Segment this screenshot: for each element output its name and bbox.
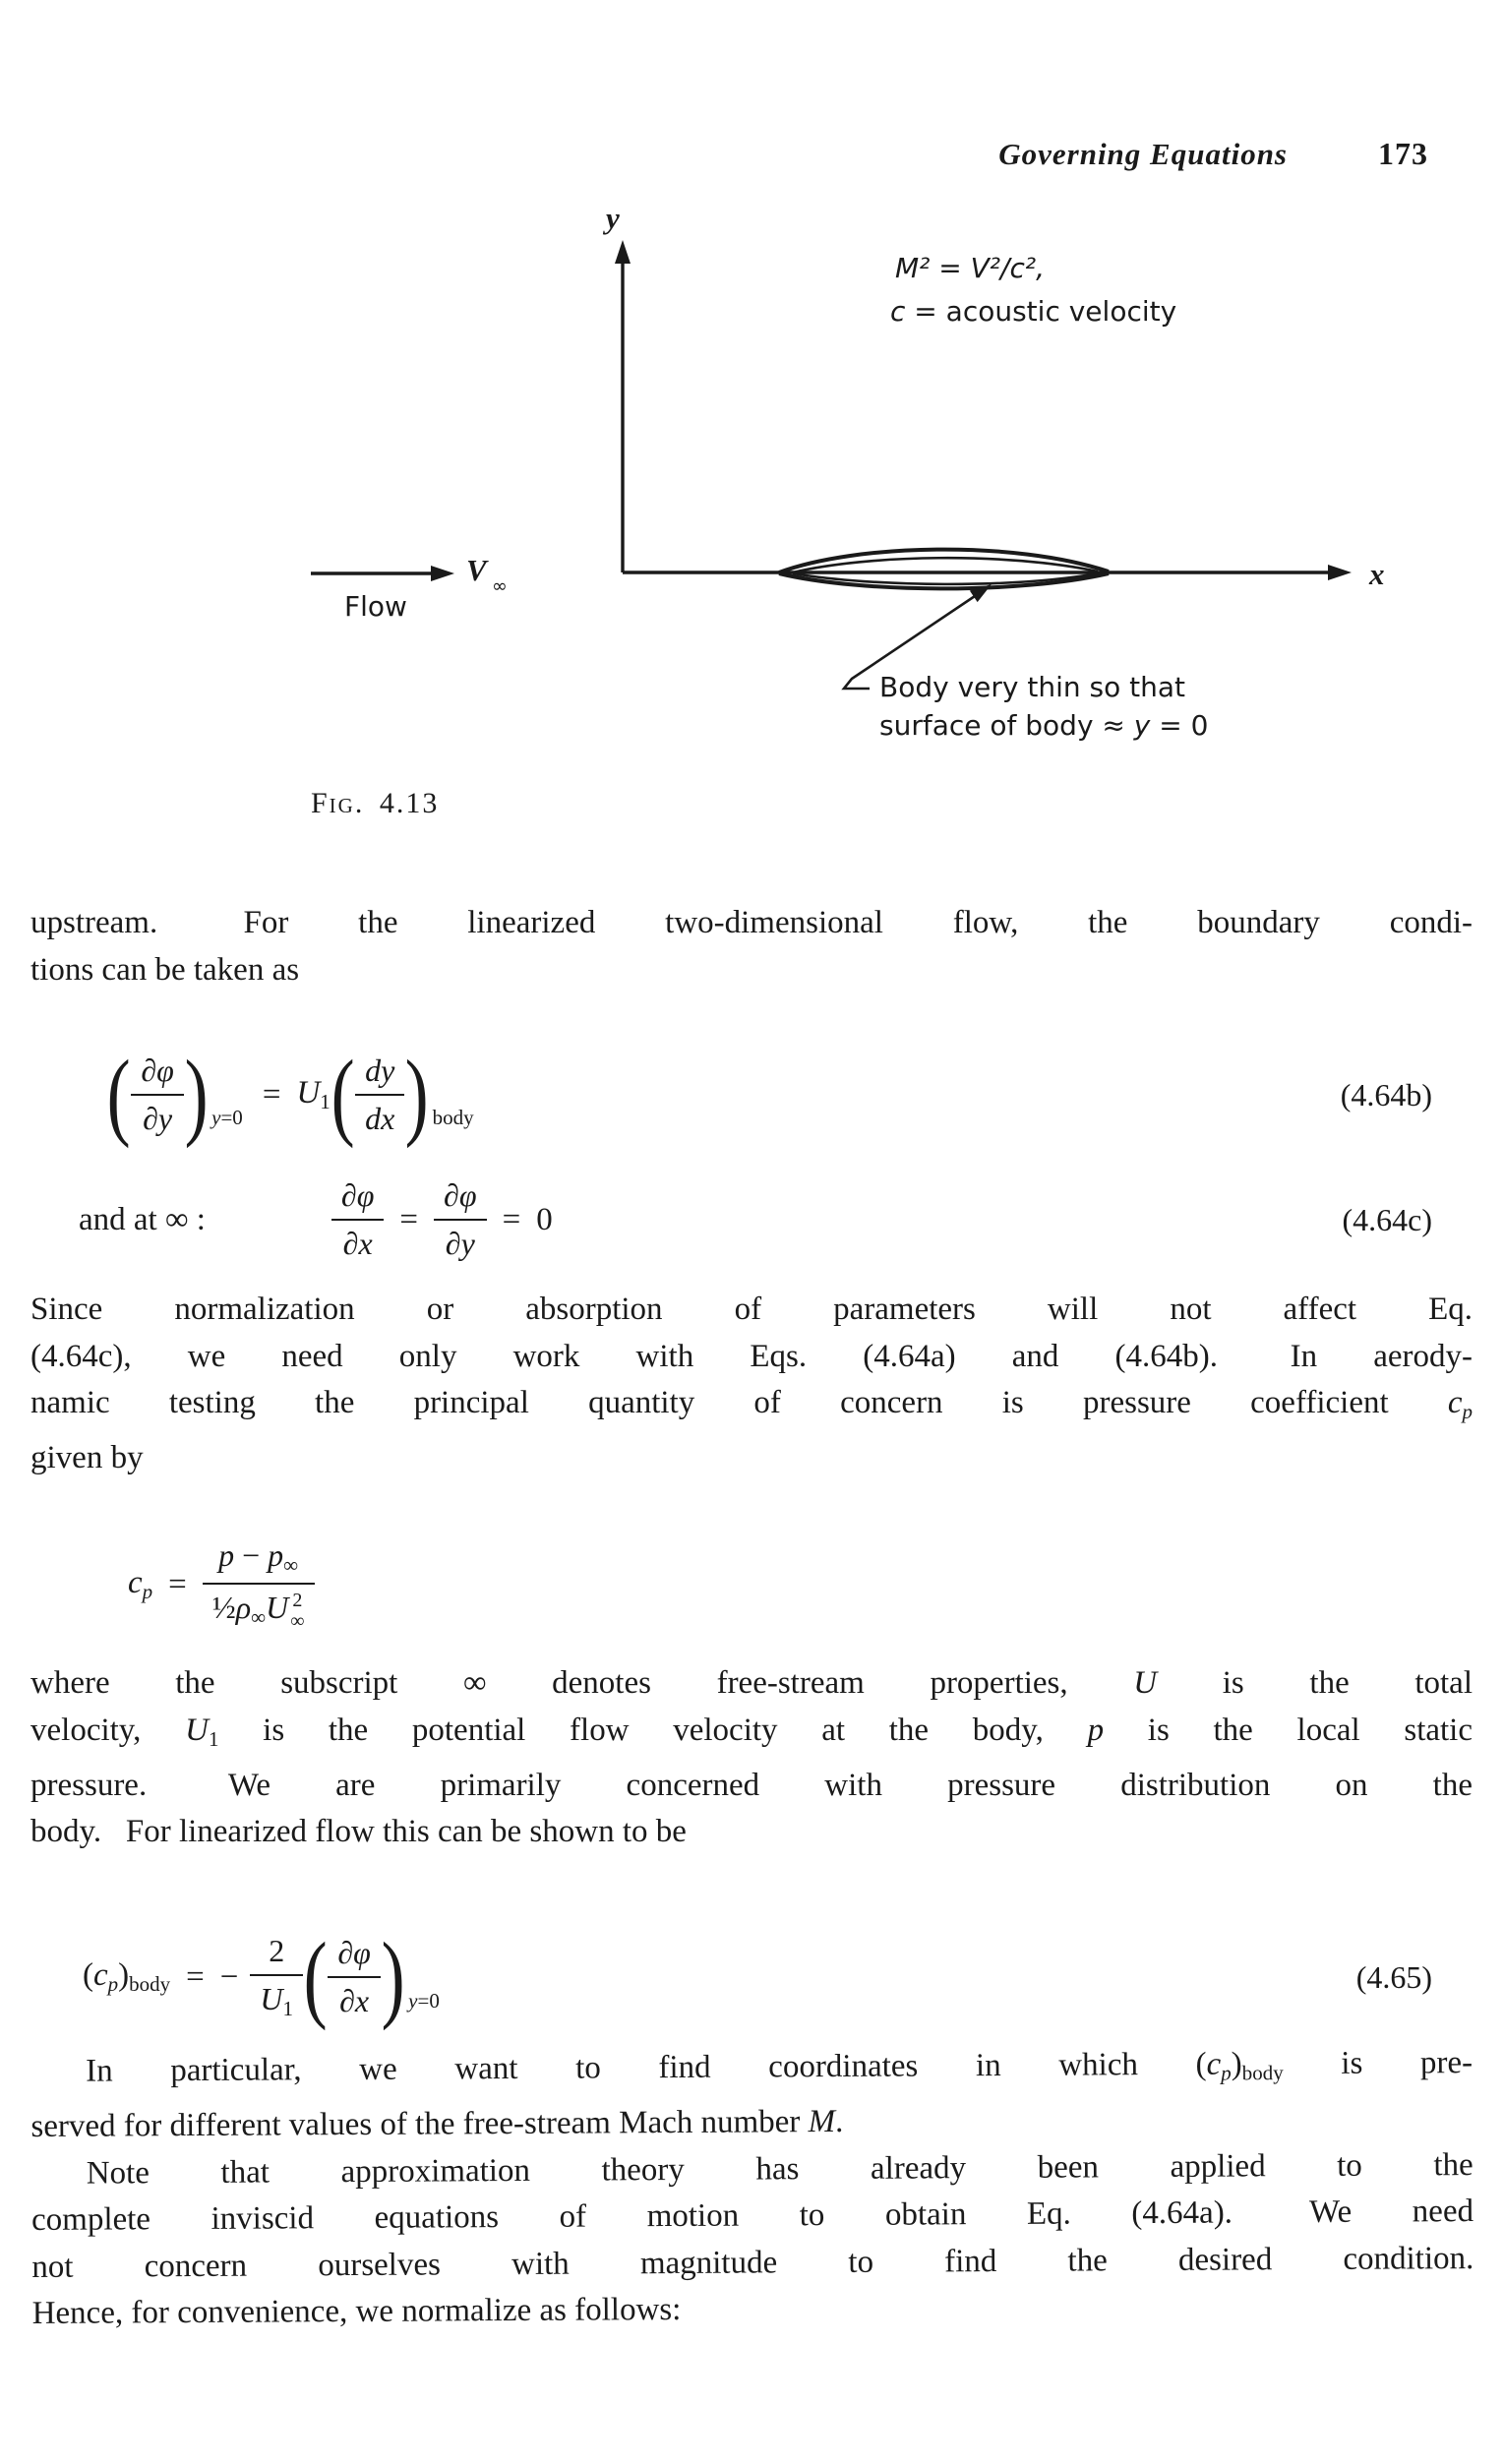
var: c (128, 1565, 143, 1601)
numerator: ∂φ (337, 1935, 371, 1970)
var-u-sup: 2 (292, 1589, 303, 1611)
denominator (250, 1974, 303, 2023)
text-run: velocity, (30, 1712, 186, 1748)
zero: 0 (536, 1201, 553, 1237)
text-line (30, 1809, 1473, 1856)
body-subscript: body (1241, 2061, 1284, 2085)
var: c (93, 1957, 108, 1994)
denominator: ∂y (131, 1094, 184, 1139)
y-axis-arrowhead (615, 240, 631, 264)
mach-annotation (890, 252, 1176, 328)
sub-rest: =0 (220, 1106, 243, 1129)
text-run: is the potential flow velocity at the body, (218, 1712, 1088, 1748)
fraction (250, 1931, 303, 2023)
acoustic-velocity-var: c (890, 295, 906, 328)
var-cp: c (1206, 2046, 1222, 2082)
x-axis-arrowhead (1328, 565, 1352, 580)
text-line (30, 1380, 1473, 1435)
var-p-inf: p (268, 1537, 284, 1574)
text-line (30, 947, 1473, 994)
var-sub: p (107, 1971, 119, 1996)
equation-4-65 (33, 1912, 1432, 2042)
var-p: p (218, 1537, 235, 1574)
mach-annotation-line2 (890, 295, 1176, 328)
fraction (328, 1933, 381, 2021)
text-run: In particular, we want to find coordinates in which ( (86, 2046, 1207, 2089)
paren-open: ( (106, 1040, 131, 1149)
var-p-inf-sub: ∞ (283, 1553, 299, 1578)
x-axis-label: x (1369, 557, 1385, 591)
evaluated-at-subscript (211, 1106, 243, 1130)
equals-sign: = (399, 1201, 419, 1237)
freestream-velocity-sub: ∞ (492, 575, 508, 597)
text-line (30, 1708, 1473, 1763)
sub-rest: =0 (417, 1988, 440, 2013)
mach-annotation-line1: M² = V²/c², (895, 252, 1045, 284)
text-run: namic testing the principal quantity of concern is pressure coefficient (30, 1385, 1448, 1420)
denominator: dx (355, 1094, 404, 1139)
var: U (296, 1075, 321, 1112)
var-u1-sub: 1 (208, 1726, 219, 1751)
callout-line2-prefix: surface of body ≈ (879, 709, 1134, 742)
numerator: dy (365, 1052, 395, 1088)
callout-arrowhead (970, 578, 995, 602)
var-rho: ρ (235, 1590, 252, 1626)
text-line (30, 1435, 1473, 1482)
text-run: upstream. For the linearized two-dimensional flow, the boundary condi- (30, 905, 1473, 940)
equation-4-64b (33, 1029, 1432, 1161)
paragraph-upstream (30, 900, 1473, 993)
text-run: served for different values of the free-stream Mach number (30, 2104, 809, 2145)
text-line (30, 1287, 1473, 1334)
numerator: 2 (269, 1933, 285, 1969)
equation-number: (4.65) (1355, 1958, 1432, 1995)
text-line (30, 1334, 1473, 1381)
fraction (131, 1051, 184, 1139)
equation-body (83, 1922, 444, 2031)
page-number: 173 (1378, 136, 1428, 171)
denominator: ∂x (331, 1219, 385, 1264)
paren-open: ( (303, 1922, 328, 2031)
equation-body (331, 1175, 553, 1264)
var-u-sub: ∞ (290, 1609, 305, 1632)
var-u1: U (185, 1712, 209, 1748)
fraction (331, 1175, 385, 1264)
body-callout (844, 578, 1208, 742)
var-sub: p (142, 1579, 153, 1603)
paragraph-subscript-infinity (30, 1660, 1473, 1856)
var-rho-sub: ∞ (251, 1604, 267, 1629)
numerator: ∂φ (444, 1177, 477, 1213)
paren-open: ( (83, 1957, 93, 1994)
text-line (30, 1763, 1473, 1810)
equation-pressure-coefficient (33, 1523, 1432, 1647)
flow-arrowhead (431, 566, 454, 581)
paren-close: ) (1231, 2046, 1242, 2082)
paragraph-in-particular (30, 2040, 1474, 2338)
flow-label: Flow (344, 590, 407, 623)
text-run: is pre- (1283, 2045, 1473, 2082)
var-m: M (808, 2104, 836, 2140)
minus-sign: − (219, 1958, 239, 1995)
equals-sign: = (502, 1201, 521, 1237)
supsub-stack (290, 1591, 304, 1632)
var-p: p (1087, 1712, 1105, 1748)
text-run: not concern ourselves with magnitude to find the desired condition. (31, 2240, 1474, 2285)
lhs-cp-body (83, 1957, 170, 1997)
figure-caption: Fig. 4.13 (311, 787, 440, 819)
callout-line2 (879, 709, 1208, 742)
text-run: where the subscript ∞ denotes free-stream properties, (30, 1665, 1134, 1701)
var-cp: c (1447, 1385, 1463, 1420)
acoustic-velocity-text: = acoustic velocity (905, 295, 1177, 328)
var-cp-sub: p (1462, 1399, 1473, 1423)
var-u1-sub: 1 (282, 1996, 294, 2020)
equation-number: (4.64c) (1342, 1201, 1432, 1237)
text-line (32, 2282, 1474, 2337)
text-run: complete inviscid equations of motion to obtain Eq. (4.64a). We need (30, 2194, 1474, 2239)
denominator: ∂y (434, 1219, 487, 1264)
paragraph-since-normalization (30, 1287, 1473, 1482)
y-axis-label: y (606, 201, 620, 235)
text-line (30, 2040, 1473, 2104)
equation-body (128, 1535, 315, 1634)
equation-label: and at ∞ : (79, 1201, 206, 1237)
figure-4-13 (0, 0, 1503, 866)
text-run: pressure. We are primarily concerned with pressure distribution on the (30, 1767, 1473, 1803)
text-run: is the local static (1104, 1712, 1473, 1748)
equation-4-64c (33, 1167, 1432, 1273)
text-run: Note that approximation theory has already been applied to the (86, 2146, 1473, 2192)
text-run: given by (30, 1440, 144, 1476)
var-u1: U (260, 1981, 283, 2017)
paren-open: ( (331, 1040, 355, 1149)
callout-line2-var: y (1133, 709, 1151, 742)
text-run: is the total (1157, 1665, 1473, 1701)
thin-body-outline (779, 550, 1109, 589)
paren-close: ) (118, 1957, 130, 1994)
freestream-velocity-var: V (466, 553, 487, 587)
paren-close: ) (404, 1040, 429, 1149)
denominator: ∂x (328, 1976, 381, 2021)
text-line (30, 900, 1473, 947)
var-u: U (1133, 1665, 1158, 1701)
lhs (128, 1565, 152, 1604)
equals-sign: = (262, 1076, 281, 1112)
callout-line2-suffix: = 0 (1150, 709, 1209, 742)
equation-body (106, 1040, 478, 1149)
equals-sign: = (168, 1566, 187, 1602)
fraction (434, 1175, 487, 1264)
text-run: body. For linearized flow this can be shown to be (30, 1814, 687, 1850)
sub-var: y (211, 1106, 221, 1129)
text-line (31, 2236, 1473, 2291)
equation-number: (4.64b) (1340, 1076, 1432, 1112)
var-cp-sub: p (1221, 2061, 1232, 2085)
fraction (203, 1535, 315, 1634)
fraction (355, 1051, 404, 1139)
body-subscript: body (129, 1971, 171, 1996)
text-run: Since normalization or absorption of parameters will not affect Eq. (30, 1292, 1473, 1327)
body-subscript: body (432, 1106, 474, 1129)
callout-line1: Body very thin so that (879, 671, 1185, 703)
flow-arrow (311, 553, 508, 623)
one-half: ½ (211, 1590, 236, 1626)
numerator: ∂φ (340, 1177, 375, 1213)
paren-close: ) (184, 1040, 209, 1149)
text-run: (4.64c), we need only work with Eqs. (4.64a) and (4.64b). In aerody- (30, 1338, 1473, 1374)
var-sub: 1 (320, 1089, 331, 1113)
coefficient (296, 1075, 330, 1114)
paren-close: ) (381, 1922, 405, 2031)
minus-sign: − (234, 1537, 269, 1574)
text-run: tions can be taken as (30, 951, 300, 988)
evaluated-at-subscript (408, 1989, 440, 2013)
denominator (203, 1583, 315, 1634)
equals-sign: = (186, 1958, 205, 1995)
text-run: Hence, for convenience, we normalize as follows: (31, 2292, 682, 2332)
section-title: Governing Equations (998, 137, 1288, 171)
text-line (30, 1660, 1473, 1708)
sub-var: y (408, 1988, 418, 2013)
var-u: U (266, 1590, 289, 1626)
y-axis (602, 201, 631, 572)
numerator (203, 1535, 315, 1583)
numerator: ∂φ (141, 1052, 174, 1088)
text-run: . (835, 2104, 844, 2140)
